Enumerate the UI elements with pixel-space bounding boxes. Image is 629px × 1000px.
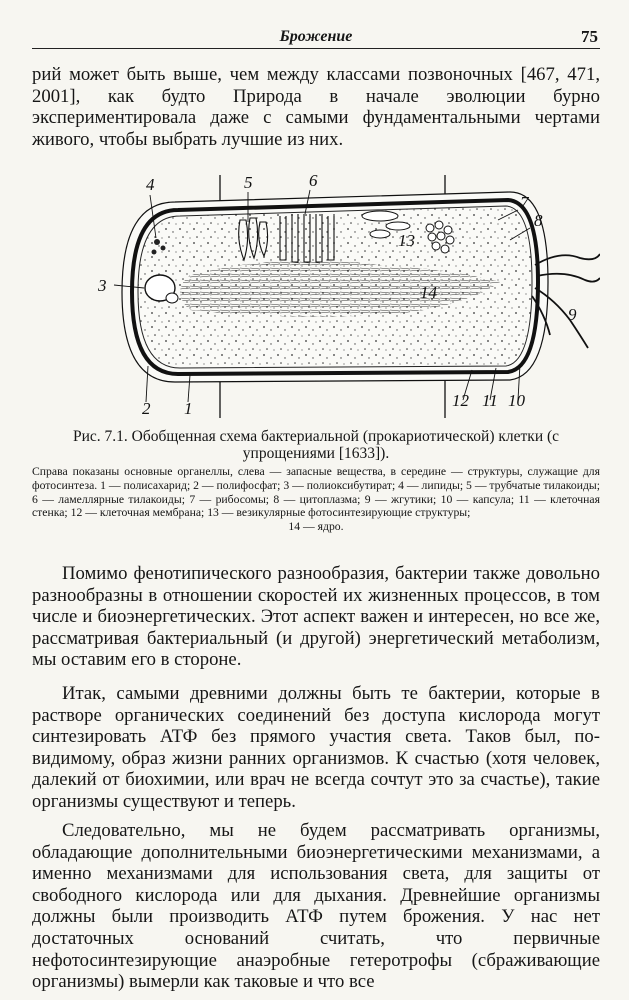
paragraph-1-block [32,64,600,150]
bacterial-cell-figure [80,170,600,420]
paragraph-3-block [32,683,600,813]
figure-label-5: 5 [244,173,253,192]
paragraph-3: Итак, самыми древними должны быть те бактерии, которые в растворе органических соединений без доступа кислорода могут синтезировать АТФ без прямого участия света. Таков был, по-видимому, образ жизни ранних организмов. К счастью (хотя человек, далекий от биохимии, или врач не всегда сочтут это за счастье), такие организмы существуют и теперь. [32,683,600,812]
running-title: Брожение [279,28,353,45]
figure-label-2: 2 [142,399,151,418]
figure-label-11: 11 [482,391,498,410]
book-page [32,0,600,1000]
page-number: 75 [581,27,598,46]
figure-label-8: 8 [534,211,543,230]
paragraph-1: рий может быть выше, чем между классами позвоночных [467, 471, 2001], как будто Природа в начале эволюции бурно экспериментировала даже с самыми фундаментальными чертами живого, чтобы выбрать лучшие из них. [32,64,600,150]
figure-label-3: 3 [98,276,107,295]
figure-label-13: 13 [398,231,415,250]
figure-label-14: 14 [420,283,437,302]
paragraph-4-block [32,820,600,993]
figure-label-9: 9 [568,305,577,324]
figure-caption-legend: Справа показаны основные органеллы, слева — запасные вещества, в середине — структуры, служащие для фотосинтеза. 1 — полисахарид; 2 — полифосфат; 3 — полиоксибутират; 4 — липиды; 5 — трубчатые тилакоиды; 6 — ламеллярные тилакоиды; 7 — рибосомы; 8 — цитоплазма; 9 — жгутики; 10 — капсула; 11 — клеточная стенка; 12 — клеточная мембрана; 13 — везикулярные фотосинтезирующие структуры; [32,465,601,520]
figure-caption-legend-block [32,465,600,534]
page-header [32,26,600,49]
figure-caption-legend-last: 14 — ядро. [288,520,344,534]
figure-label-7: 7 [520,193,529,212]
figure-label-4: 4 [146,175,155,194]
figure-label-10: 10 [508,391,525,410]
figure-label-1: 1 [184,399,193,418]
figure-caption-title: Рис. 7.1. Обобщенная схема бактериальной (прокариотической) клетки (с упрощениями [1633]). [72,428,560,462]
figure-label-6: 6 [309,171,318,190]
paragraph-2-block [32,563,600,671]
paragraph-2: Помимо фенотипического разнообразия, бактерии также довольно разнообразны в отношении скоростей их жизненных процессов, в том числе и биоэнергетических. Этот аспект важен и интересен, но все же, рассматривая бактериальный (и другой) энергетический метаболизм, мы оставим его в стороне. [32,563,600,671]
figure-label-12: 12 [452,391,469,410]
paragraph-4: Следовательно, мы не будем рассматривать организмы, обладающие дополнительными биоэнергетическими механизмами, а именно механизмами для использования света, для защиты от свободного кислорода или для дыхания. Древнейшие организмы должны были производить АТФ путем брожения. У нас нет достаточных оснований считать, что первичные нефотосинтезирующие анаэробные гетеротрофы (сбраживающие организмы) вымерли как таковые и что все [32,820,600,993]
